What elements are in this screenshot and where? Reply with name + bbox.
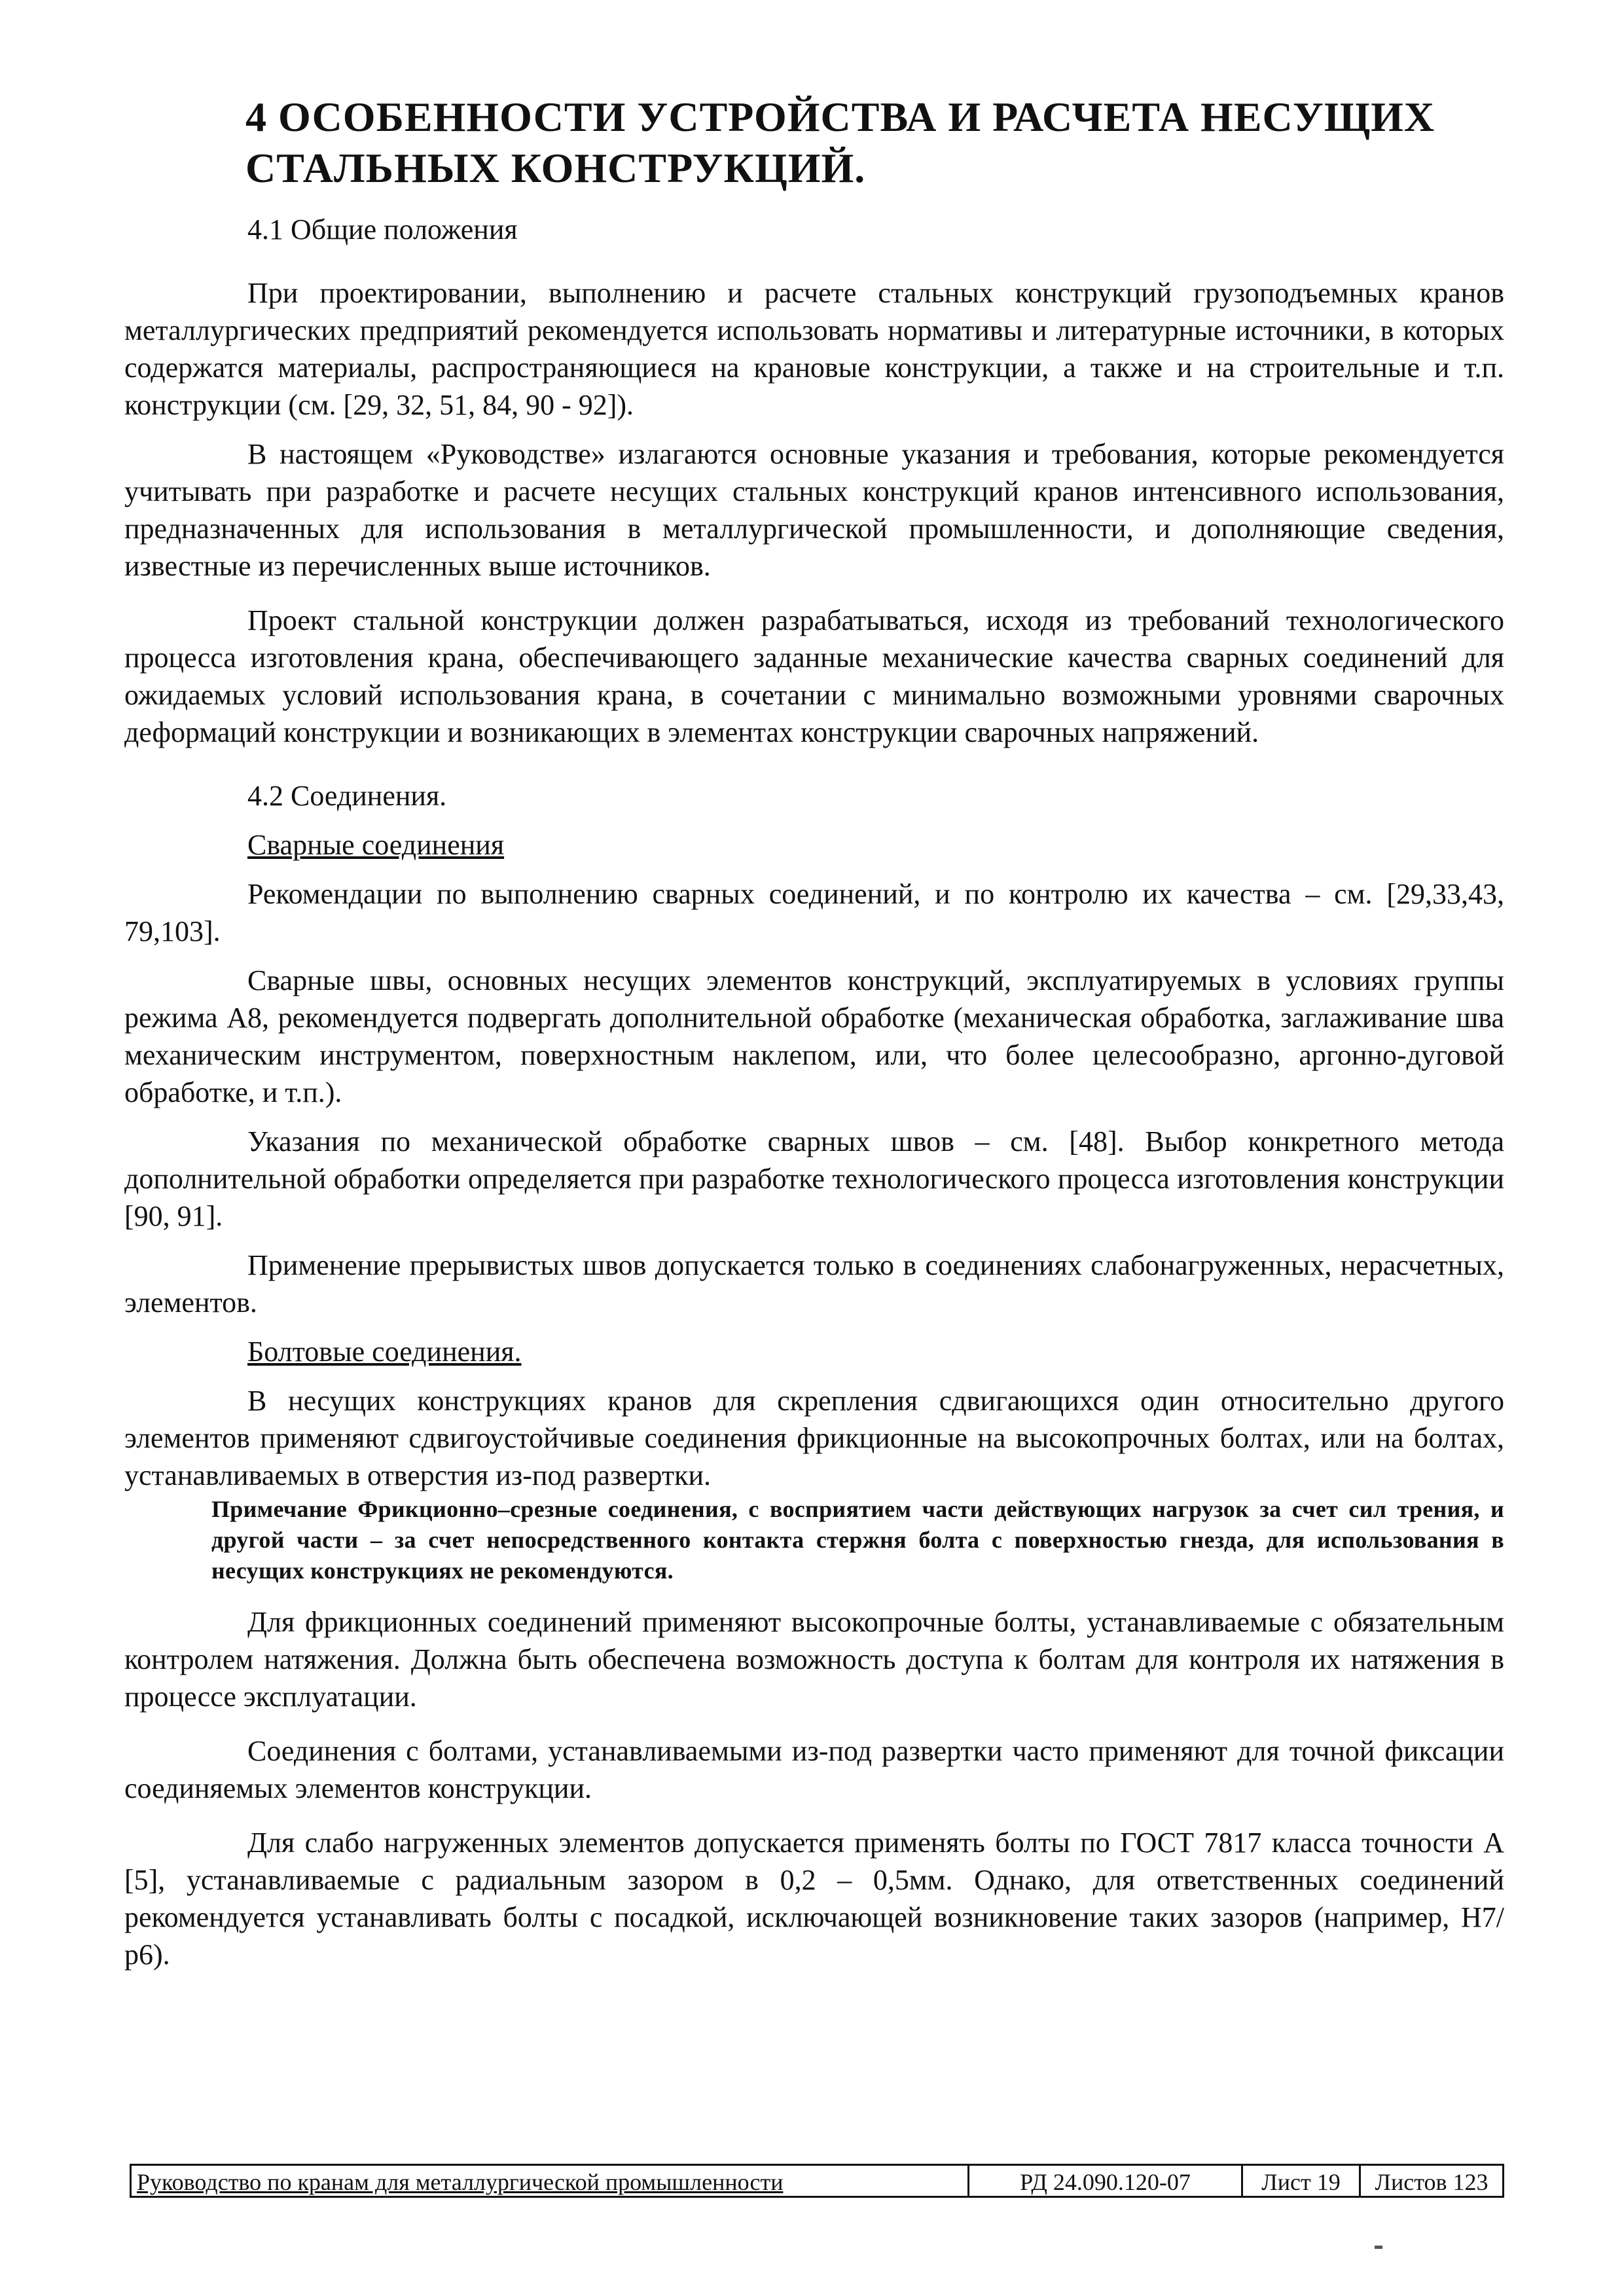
paragraph: В настоящем «Руководстве» излагаются основные указания и требования, которые рекомендуется учитывать при разработке и расчете несущих стальных конструкций кранов интенсивного использования, предназначенных для использования в металлургической промышленности, и дополняющие сведения, известные из перечисленных выше источников.	[124, 438, 1504, 582]
chapter-title: 4 ОСОБЕННОСТИ УСТРОЙСТВА И РАСЧЕТА НЕСУЩИХ СТАЛЬНЫХ КОНСТРУКЦИЙ.	[245, 94, 1435, 191]
footer-sheet-number: Лист 19	[1243, 2166, 1361, 2196]
welded-subheading	[124, 826, 1504, 864]
section-4-2-heading: 4.2 Соединения.	[247, 780, 447, 812]
footer-document-code: РД 24.090.120-07	[969, 2166, 1243, 2196]
footer-document-title: Руководство по кранам для металлургической промышленности	[132, 2166, 969, 2196]
bolted-subheading-text: Болтовые соединения.	[247, 1336, 522, 1368]
bolted-subheading	[124, 1333, 1504, 1370]
paragraph: Рекомендации по выполнению сварных соединений, и по контролю их качества – см. [29,33,43, 79,103].	[124, 878, 1504, 947]
paragraph: Для слабо нагруженных элементов допускается применять болты по ГОСТ 7817 класса точности А [5], устанавливаемые с радиальным зазором в 0,2 – 0,5мм. Однако, для ответственных соединений рекомендуется устанавливать болты с посадкой, исключающей возникновение таких зазоров (например, Н7/р6).	[124, 1827, 1504, 1971]
title-block	[130, 2164, 1504, 2198]
section-4-1-heading: 4.1 Общие положения	[247, 213, 518, 246]
paragraph: Указания по механической обработке сварных швов – см. [48]. Выбор конкретного метода дополнительной обработки определяется при разработке технологического процесса изготовления конструкции [90, 91].	[124, 1125, 1504, 1232]
paragraph: Применение прерывистых швов допускается только в соединениях слабонагруженных, нерасчетных, элементов.	[124, 1249, 1504, 1319]
note: Примечание Фрикционно–срезные соединения, с восприятием части действующих нагрузок за счет сил трения, и другой части – за счет непосредственного контакта стержня болта с поверхностью гнезда, для использования в несущих конструкциях не рекомендуются.	[211, 1496, 1504, 1584]
paragraph: В несущих конструкциях кранов для скрепления сдвигающихся один относительно другого элементов применяют сдвигоустойчивые соединения фрикционные на высокопрочных болтах, или на болтах, устанавливаемых в отверстия из-под развертки.	[124, 1385, 1504, 1491]
paragraph: Соединения с болтами, устанавливаемыми из-под развертки часто применяют для точной фиксации соединяемых элементов конструкции.	[124, 1735, 1504, 1804]
document-body	[124, 211, 1504, 1973]
paragraph: Для фрикционных соединений применяют высокопрочные болты, устанавливаемые с обязательным контролем натяжения. Должна быть обеспечена возможность доступа к болтам для контроля их натяжения в процессе эксплуатации.	[124, 1606, 1504, 1713]
paragraph: Сварные швы, основных несущих элементов конструкций, эксплуатируемых в условиях группы режима А8, рекомендуется подвергать дополнительной обработке (механическая обработка, заглаживание шва механическим инструментом, поверхностным наклепом, или, что более целесообразно, аргонно-дуговой обработке, и т.п.).	[124, 964, 1504, 1108]
paragraph: При проектировании, выполнению и расчете стальных конструкций грузоподъемных кранов металлургических предприятий рекомендуется использовать нормативы и литературные источники, в которых содержатся материалы, распространяющиеся на крановые конструкции, а также и на строительные и т.п. конструкции (см. [29, 32, 51, 84, 90 - 92]).	[124, 277, 1504, 421]
scan-speck	[1375, 2246, 1382, 2249]
paragraph: Проект стальной конструкции должен разрабатываться, исходя из требований технологического процесса изготовления крана, обеспечивающего заданные механические качества сварных соединений для ожидаемых условий использования крана, в сочетании с минимально возможными уровнями сварочных деформаций конструкции и возникающих в элементах конструкции сварочных напряжений.	[124, 604, 1504, 748]
welded-subheading-text: Сварные соединения	[247, 829, 505, 861]
footer-sheets-total: Листов 123	[1375, 2169, 1489, 2195]
